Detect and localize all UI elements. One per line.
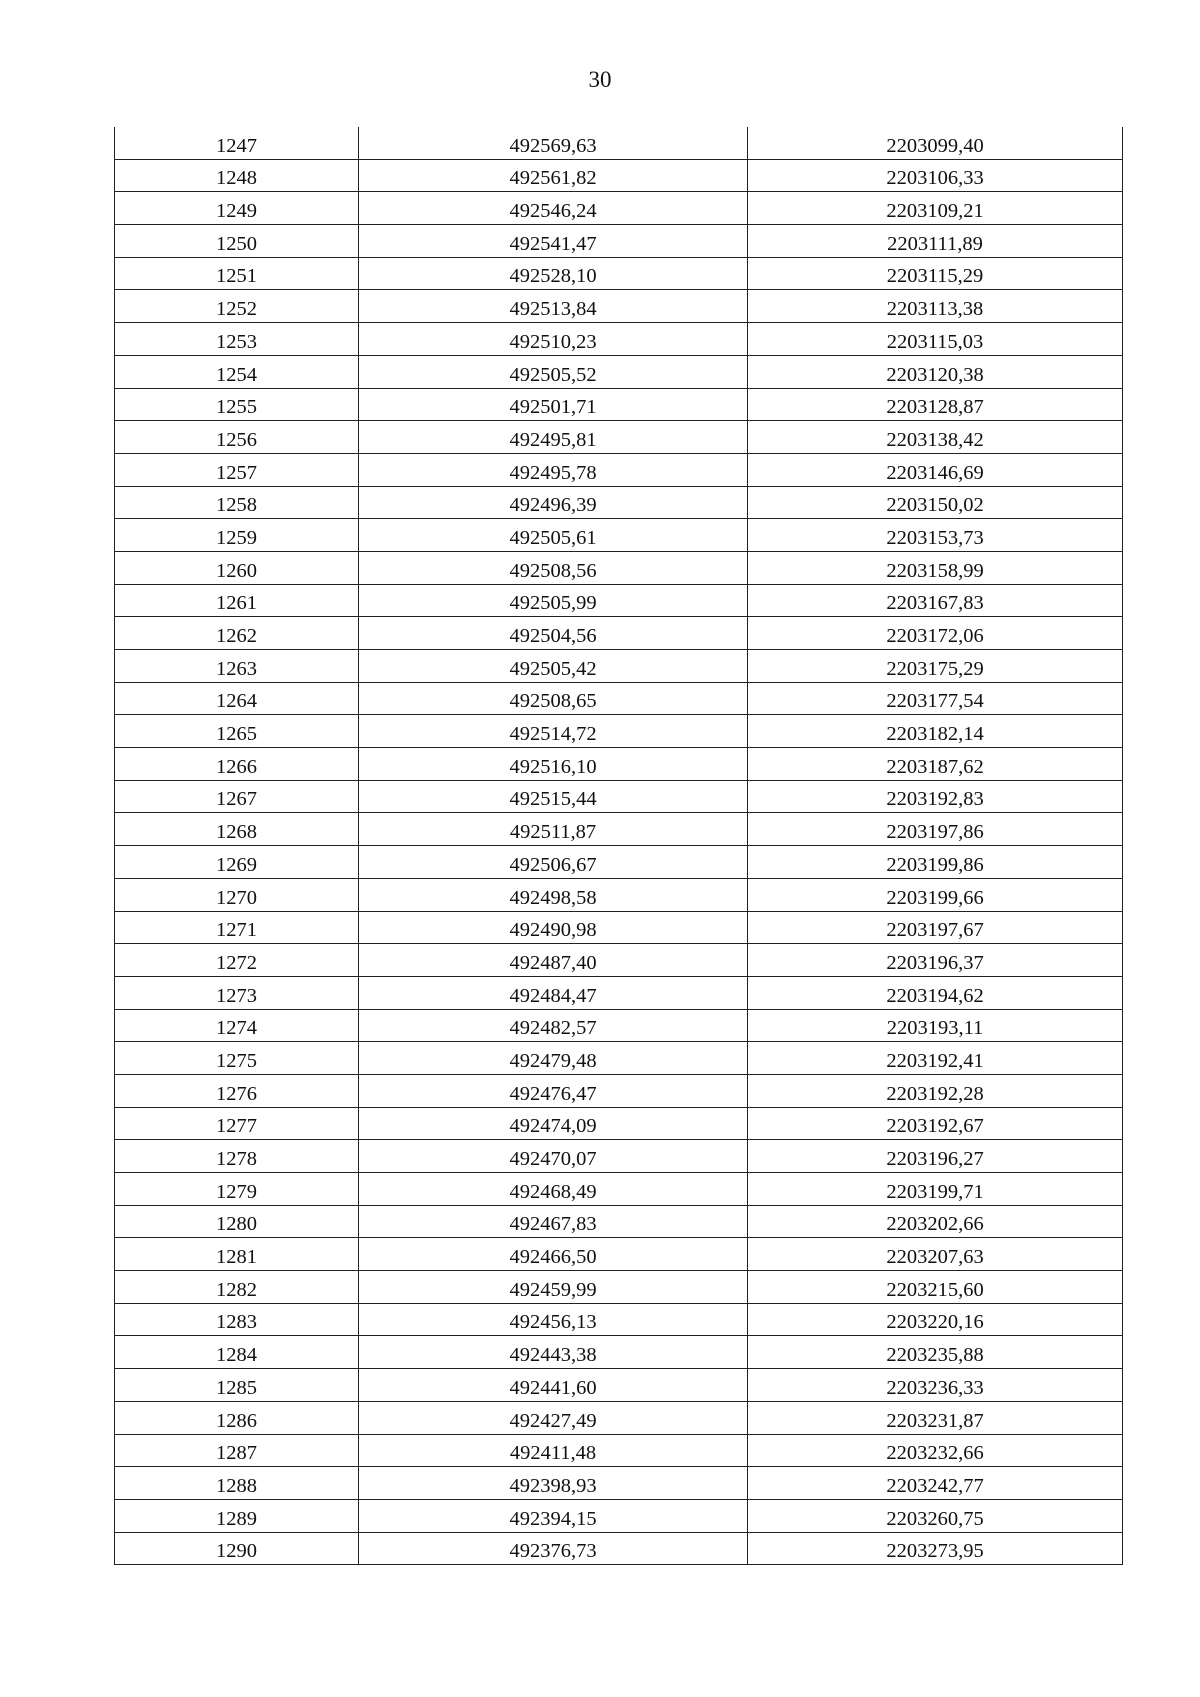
table-row — [115, 1303, 1123, 1336]
point-number-cell: 1263 — [115, 650, 359, 683]
table-row — [115, 1042, 1123, 1075]
x-coordinate-cell: 492505,61 — [359, 519, 748, 552]
point-number-cell: 1284 — [115, 1336, 359, 1369]
point-number-cell: 1267 — [115, 780, 359, 813]
point-number-cell: 1275 — [115, 1042, 359, 1075]
table-row — [115, 1140, 1123, 1173]
y-coordinate-cell: 2203273,95 — [748, 1532, 1123, 1565]
point-number-cell: 1285 — [115, 1369, 359, 1402]
y-coordinate-cell: 2203199,86 — [748, 846, 1123, 879]
point-number-cell: 1270 — [115, 878, 359, 911]
point-number-cell: 1253 — [115, 323, 359, 356]
table-row — [115, 715, 1123, 748]
page-number: 30 — [588, 67, 612, 92]
y-coordinate-cell: 2203196,27 — [748, 1140, 1123, 1173]
x-coordinate-cell: 492504,56 — [359, 617, 748, 650]
x-coordinate-cell: 492569,63 — [359, 127, 748, 159]
point-number-cell: 1260 — [115, 551, 359, 584]
x-coordinate-cell: 492467,83 — [359, 1205, 748, 1238]
x-coordinate-cell: 492468,49 — [359, 1173, 748, 1206]
table-row — [115, 682, 1123, 715]
x-coordinate-cell: 492498,58 — [359, 878, 748, 911]
y-coordinate-cell: 2203207,63 — [748, 1238, 1123, 1271]
point-number-cell: 1290 — [115, 1532, 359, 1565]
x-coordinate-cell: 492508,56 — [359, 551, 748, 584]
table-row — [115, 1434, 1123, 1467]
table-row — [115, 1074, 1123, 1107]
point-number-cell: 1264 — [115, 682, 359, 715]
point-number-cell: 1247 — [115, 127, 359, 159]
y-coordinate-cell: 2203111,89 — [748, 225, 1123, 258]
point-number-cell: 1259 — [115, 519, 359, 552]
point-number-cell: 1279 — [115, 1173, 359, 1206]
x-coordinate-cell: 492496,39 — [359, 486, 748, 519]
point-number-cell: 1283 — [115, 1303, 359, 1336]
x-coordinate-cell: 492546,24 — [359, 192, 748, 225]
y-coordinate-cell: 2203215,60 — [748, 1271, 1123, 1304]
table-row — [115, 617, 1123, 650]
table-row — [115, 1336, 1123, 1369]
x-coordinate-cell: 492495,78 — [359, 453, 748, 486]
table-row — [115, 1532, 1123, 1565]
table-row — [115, 159, 1123, 192]
x-coordinate-cell: 492476,47 — [359, 1074, 748, 1107]
table-row — [115, 388, 1123, 421]
y-coordinate-cell: 2203236,33 — [748, 1369, 1123, 1402]
y-coordinate-cell: 2203115,03 — [748, 323, 1123, 356]
y-coordinate-cell: 2203242,77 — [748, 1467, 1123, 1500]
point-number-cell: 1251 — [115, 257, 359, 290]
table-row — [115, 944, 1123, 977]
table-row — [115, 486, 1123, 519]
point-number-cell: 1252 — [115, 290, 359, 323]
x-coordinate-cell: 492501,71 — [359, 388, 748, 421]
table-row — [115, 127, 1123, 159]
x-coordinate-cell: 492561,82 — [359, 159, 748, 192]
point-number-cell: 1276 — [115, 1074, 359, 1107]
table-row — [115, 1107, 1123, 1140]
table-row — [115, 192, 1123, 225]
x-coordinate-cell: 492505,52 — [359, 355, 748, 388]
x-coordinate-cell: 492398,93 — [359, 1467, 748, 1500]
point-number-cell: 1268 — [115, 813, 359, 846]
table-row — [115, 453, 1123, 486]
table-row — [115, 257, 1123, 290]
x-coordinate-cell: 492495,81 — [359, 421, 748, 454]
y-coordinate-cell: 2203138,42 — [748, 421, 1123, 454]
x-coordinate-cell: 492484,47 — [359, 976, 748, 1009]
table-row — [115, 421, 1123, 454]
point-number-cell: 1256 — [115, 421, 359, 454]
y-coordinate-cell: 2203197,86 — [748, 813, 1123, 846]
y-coordinate-cell: 2203192,41 — [748, 1042, 1123, 1075]
x-coordinate-cell: 492541,47 — [359, 225, 748, 258]
coordinates-table — [114, 127, 1123, 1565]
x-coordinate-cell: 492515,44 — [359, 780, 748, 813]
table-row — [115, 1467, 1123, 1500]
table-row — [115, 976, 1123, 1009]
y-coordinate-cell: 2203199,66 — [748, 878, 1123, 911]
x-coordinate-cell: 492505,42 — [359, 650, 748, 683]
x-coordinate-cell: 492459,99 — [359, 1271, 748, 1304]
table-row — [115, 1205, 1123, 1238]
point-number-cell: 1287 — [115, 1434, 359, 1467]
y-coordinate-cell: 2203106,33 — [748, 159, 1123, 192]
x-coordinate-cell: 492474,09 — [359, 1107, 748, 1140]
table-row — [115, 1271, 1123, 1304]
y-coordinate-cell: 2203175,29 — [748, 650, 1123, 683]
x-coordinate-cell: 492376,73 — [359, 1532, 748, 1565]
y-coordinate-cell: 2203202,66 — [748, 1205, 1123, 1238]
point-number-cell: 1273 — [115, 976, 359, 1009]
point-number-cell: 1269 — [115, 846, 359, 879]
point-number-cell: 1289 — [115, 1499, 359, 1532]
point-number-cell: 1265 — [115, 715, 359, 748]
y-coordinate-cell: 2203193,11 — [748, 1009, 1123, 1042]
table-row — [115, 1499, 1123, 1532]
table-row — [115, 1173, 1123, 1206]
table-row — [115, 1401, 1123, 1434]
x-coordinate-cell: 492470,07 — [359, 1140, 748, 1173]
y-coordinate-cell: 2203153,73 — [748, 519, 1123, 552]
y-coordinate-cell: 2203120,38 — [748, 355, 1123, 388]
point-number-cell: 1254 — [115, 355, 359, 388]
y-coordinate-cell: 2203177,54 — [748, 682, 1123, 715]
point-number-cell: 1280 — [115, 1205, 359, 1238]
table-row — [115, 878, 1123, 911]
y-coordinate-cell: 2203113,38 — [748, 290, 1123, 323]
y-coordinate-cell: 2203192,28 — [748, 1074, 1123, 1107]
point-number-cell: 1258 — [115, 486, 359, 519]
table-row — [115, 323, 1123, 356]
x-coordinate-cell: 492511,87 — [359, 813, 748, 846]
y-coordinate-cell: 2203199,71 — [748, 1173, 1123, 1206]
point-number-cell: 1281 — [115, 1238, 359, 1271]
x-coordinate-cell: 492394,15 — [359, 1499, 748, 1532]
x-coordinate-cell: 492516,10 — [359, 748, 748, 781]
x-coordinate-cell: 492427,49 — [359, 1401, 748, 1434]
y-coordinate-cell: 2203220,16 — [748, 1303, 1123, 1336]
y-coordinate-cell: 2203167,83 — [748, 584, 1123, 617]
y-coordinate-cell: 2203182,14 — [748, 715, 1123, 748]
x-coordinate-cell: 492513,84 — [359, 290, 748, 323]
x-coordinate-cell: 492441,60 — [359, 1369, 748, 1402]
x-coordinate-cell: 492514,72 — [359, 715, 748, 748]
x-coordinate-cell: 492482,57 — [359, 1009, 748, 1042]
point-number-cell: 1257 — [115, 453, 359, 486]
x-coordinate-cell: 492506,67 — [359, 846, 748, 879]
y-coordinate-cell: 2203099,40 — [748, 127, 1123, 159]
point-number-cell: 1278 — [115, 1140, 359, 1173]
y-coordinate-cell: 2203192,83 — [748, 780, 1123, 813]
point-number-cell: 1248 — [115, 159, 359, 192]
y-coordinate-cell: 2203158,99 — [748, 551, 1123, 584]
table-row — [115, 780, 1123, 813]
point-number-cell: 1250 — [115, 225, 359, 258]
table-row — [115, 650, 1123, 683]
point-number-cell: 1261 — [115, 584, 359, 617]
y-coordinate-cell: 2203196,37 — [748, 944, 1123, 977]
table-row — [115, 551, 1123, 584]
table-row — [115, 1369, 1123, 1402]
y-coordinate-cell: 2203150,02 — [748, 486, 1123, 519]
table-row — [115, 584, 1123, 617]
table-row — [115, 813, 1123, 846]
y-coordinate-cell: 2203109,21 — [748, 192, 1123, 225]
y-coordinate-cell: 2203128,87 — [748, 388, 1123, 421]
point-number-cell: 1272 — [115, 944, 359, 977]
x-coordinate-cell: 492528,10 — [359, 257, 748, 290]
point-number-cell: 1282 — [115, 1271, 359, 1304]
table-row — [115, 911, 1123, 944]
x-coordinate-cell: 492490,98 — [359, 911, 748, 944]
y-coordinate-cell: 2203231,87 — [748, 1401, 1123, 1434]
x-coordinate-cell: 492443,38 — [359, 1336, 748, 1369]
x-coordinate-cell: 492479,48 — [359, 1042, 748, 1075]
table-row — [115, 355, 1123, 388]
x-coordinate-cell: 492505,99 — [359, 584, 748, 617]
table-row — [115, 225, 1123, 258]
y-coordinate-cell: 2203235,88 — [748, 1336, 1123, 1369]
x-coordinate-cell: 492466,50 — [359, 1238, 748, 1271]
y-coordinate-cell: 2203187,62 — [748, 748, 1123, 781]
point-number-cell: 1288 — [115, 1467, 359, 1500]
table-row — [115, 748, 1123, 781]
point-number-cell: 1266 — [115, 748, 359, 781]
point-number-cell: 1274 — [115, 1009, 359, 1042]
table-row — [115, 846, 1123, 879]
x-coordinate-cell: 492508,65 — [359, 682, 748, 715]
table-row — [115, 1009, 1123, 1042]
y-coordinate-cell: 2203260,75 — [748, 1499, 1123, 1532]
x-coordinate-cell: 492456,13 — [359, 1303, 748, 1336]
y-coordinate-cell: 2203232,66 — [748, 1434, 1123, 1467]
table-row — [115, 519, 1123, 552]
point-number-cell: 1286 — [115, 1401, 359, 1434]
table-body — [115, 127, 1123, 1565]
table-row — [115, 290, 1123, 323]
y-coordinate-cell: 2203172,06 — [748, 617, 1123, 650]
x-coordinate-cell: 492510,23 — [359, 323, 748, 356]
y-coordinate-cell: 2203115,29 — [748, 257, 1123, 290]
point-number-cell: 1271 — [115, 911, 359, 944]
y-coordinate-cell: 2203192,67 — [748, 1107, 1123, 1140]
y-coordinate-cell: 2203146,69 — [748, 453, 1123, 486]
point-number-cell: 1249 — [115, 192, 359, 225]
point-number-cell: 1255 — [115, 388, 359, 421]
point-number-cell: 1277 — [115, 1107, 359, 1140]
table-row — [115, 1238, 1123, 1271]
y-coordinate-cell: 2203194,62 — [748, 976, 1123, 1009]
y-coordinate-cell: 2203197,67 — [748, 911, 1123, 944]
point-number-cell: 1262 — [115, 617, 359, 650]
x-coordinate-cell: 492411,48 — [359, 1434, 748, 1467]
x-coordinate-cell: 492487,40 — [359, 944, 748, 977]
